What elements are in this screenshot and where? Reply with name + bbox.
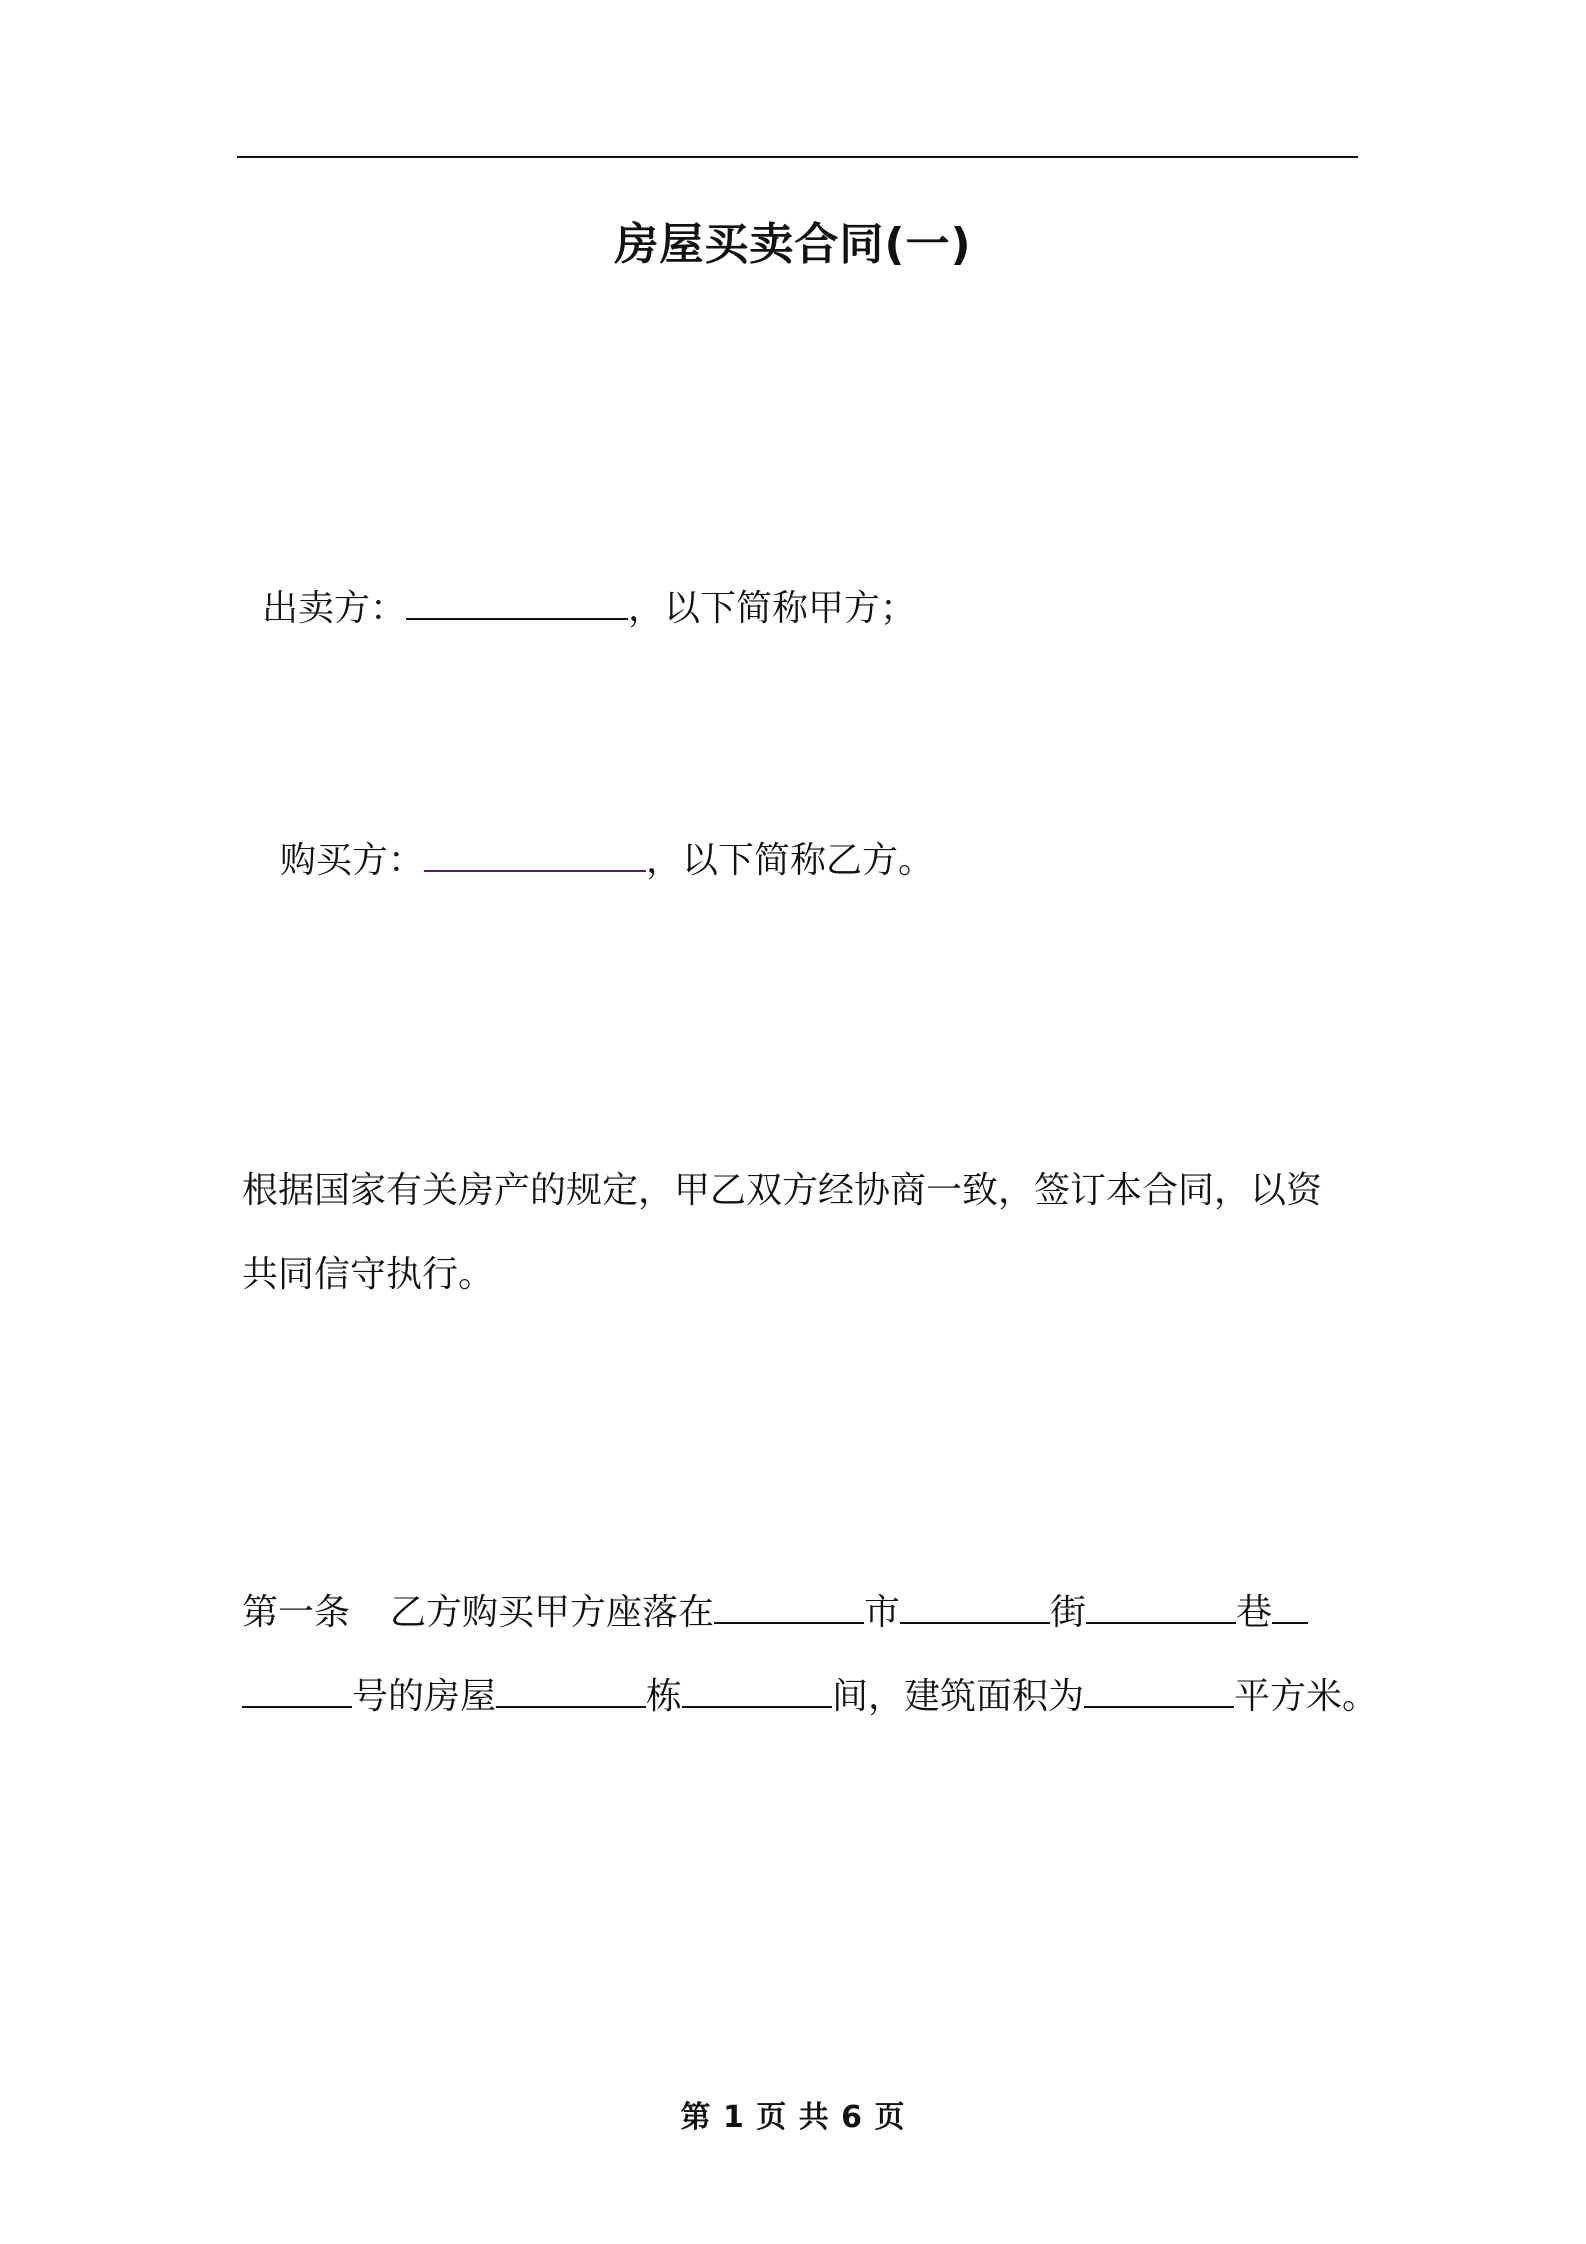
building-blank	[496, 1670, 646, 1708]
seller-suffix: ，以下简称甲方；	[628, 588, 917, 629]
article-1-line-1	[242, 1586, 1308, 1638]
article-1-text-house: 号的房屋	[352, 1676, 497, 1717]
article-1-label: 第一条	[242, 1592, 351, 1633]
number-blank-start	[1272, 1586, 1308, 1624]
buyer-name-blank	[424, 834, 646, 872]
buyer-label: 购买方：	[280, 840, 425, 881]
seller-label: 出卖方：	[262, 588, 407, 629]
header-rule	[237, 156, 1358, 158]
article-1-text-building: 栋	[646, 1676, 683, 1717]
preamble-line-2: 共同信守执行。	[242, 1254, 495, 1295]
preamble-line-1: 根据国家有关房产的规定，甲乙双方经协商一致，签订本合同，以资	[242, 1170, 1323, 1211]
article-1-line-2	[242, 1670, 1378, 1722]
city-blank	[714, 1586, 864, 1624]
page-indicator: 第 1 页 共 6 页	[680, 2100, 906, 2135]
article-1-text-area: 间，建筑面积为	[832, 1676, 1085, 1717]
area-blank	[1084, 1670, 1234, 1708]
buyer-line	[280, 834, 934, 886]
article-1-text-street: 街	[1050, 1592, 1087, 1633]
rooms-blank	[682, 1670, 832, 1708]
article-1-text-location: 乙方购买甲方座落在	[390, 1592, 715, 1633]
street-blank	[900, 1586, 1050, 1624]
document-title: 房屋买卖合同(一)	[614, 219, 972, 270]
article-1-text-lane: 巷	[1236, 1592, 1273, 1633]
lane-blank	[1086, 1586, 1236, 1624]
seller-line	[262, 582, 916, 634]
buyer-suffix: ，以下简称乙方。	[646, 840, 935, 881]
article-1-text-unit: 平方米。	[1234, 1676, 1379, 1717]
seller-name-blank	[406, 582, 628, 620]
number-blank-end	[242, 1670, 352, 1708]
article-1-text-city: 市	[864, 1592, 901, 1633]
